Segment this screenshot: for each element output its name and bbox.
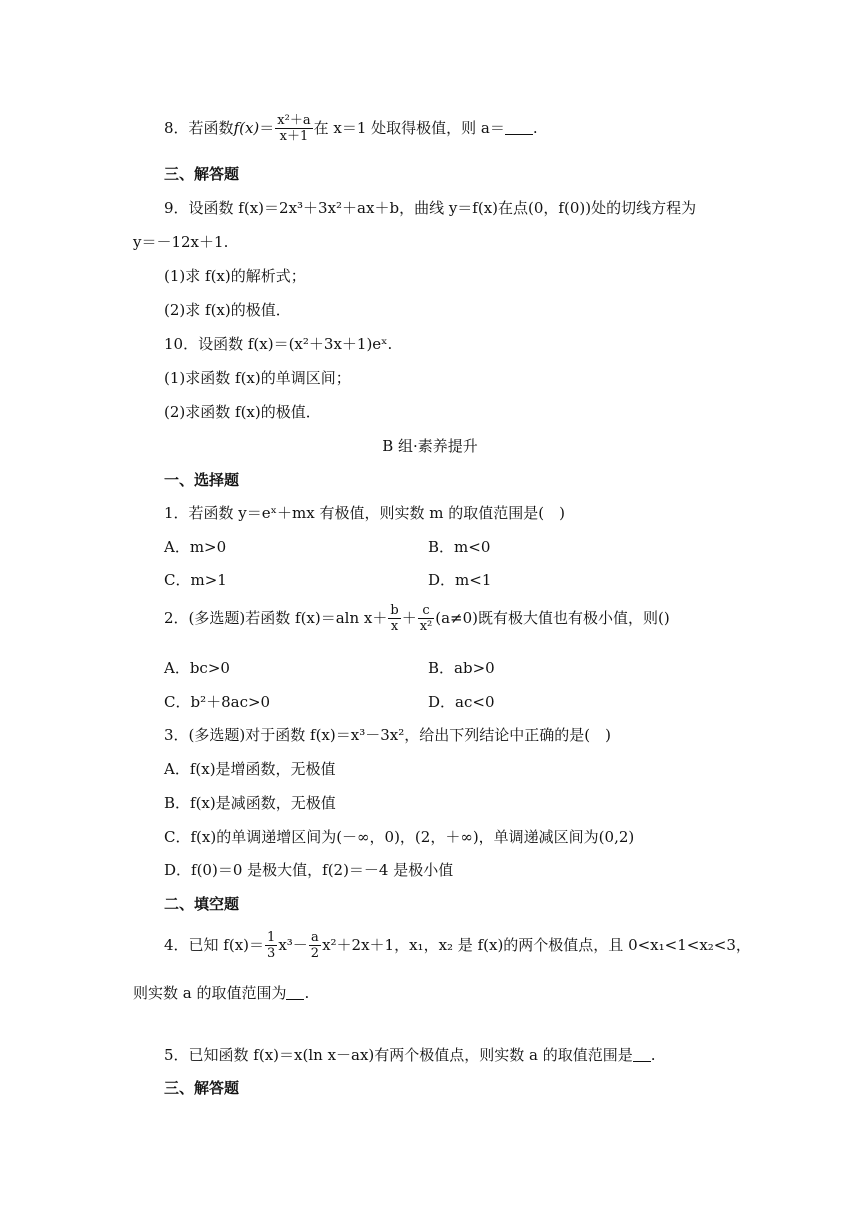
b4-f2-den: 2	[310, 946, 320, 961]
b3-stem: 3．(多选题)对于函数 f(x)＝x³－3x²，给出下列结论中正确的是( )	[164, 726, 611, 744]
b4-end: .	[304, 984, 310, 1002]
b4-line1	[164, 930, 751, 962]
q10-line1: 10．设函数 f(x)＝(x²＋3x＋1)eˣ.	[164, 335, 393, 353]
b1-option-c: C．m>1	[164, 571, 227, 589]
q8-end: .	[532, 119, 538, 137]
q10-part1: (1)求函数 f(x)的单调区间；	[164, 369, 351, 387]
group-b-title: B 组·素养提升	[382, 437, 478, 455]
b2-option-a: A．bc>0	[164, 659, 230, 677]
b3-option-c: C．f(x)的单调递增区间为(－∞，0)，(2，＋∞)，单调递减区间为(0,2)	[164, 828, 635, 846]
b4-pre: 4．已知 f(x)＝	[164, 936, 265, 954]
b2-plus: ＋	[401, 609, 417, 627]
b5-text: 5．已知函数 f(x)＝x(ln x－ax)有两个极值点，则实数 a 的取值范围是	[164, 1046, 633, 1064]
b4-line2-text: 则实数 a 的取值范围为	[133, 984, 287, 1002]
section-heading-answers-b: 三、解答题	[164, 1079, 240, 1097]
q8-post: 在 x＝1 处取得极值，则 a＝	[313, 119, 505, 137]
b4-f1-den: 3	[267, 946, 276, 961]
q10-part2: (2)求函数 f(x)的极值．	[164, 403, 321, 421]
q8-line	[164, 113, 538, 145]
section-heading-fill: 二、填空题	[164, 895, 240, 913]
q9-part2: (2)求 f(x)的极值．	[164, 301, 291, 319]
b2-stem	[164, 603, 670, 635]
b5-end: .	[650, 1046, 656, 1064]
b2-post: (a≠0)既有极大值也有极小值，则()	[435, 609, 670, 627]
q9-line2: y＝－12x＋1.	[133, 233, 229, 251]
b2-fraction-1	[388, 603, 400, 635]
section-heading-answers: 三、解答题	[164, 165, 240, 183]
b2-f1-num: b	[390, 603, 399, 618]
b4-fraction-2	[309, 930, 321, 962]
q8-fraction-denominator: x＋1	[279, 129, 309, 144]
b5-answer-blank	[633, 1047, 651, 1062]
b5-line	[164, 1045, 656, 1065]
b3-option-a: A．f(x)是增函数，无极值	[164, 760, 336, 778]
q9-part1: (1)求 f(x)的解析式；	[164, 267, 306, 285]
b2-f1-den: x	[390, 619, 399, 634]
section-heading-choice: 一、选择题	[164, 471, 240, 489]
q8-fx: f(x)	[233, 119, 260, 137]
b1-option-d: D．m<1	[428, 571, 492, 589]
b2-f2-num: c	[418, 603, 435, 619]
b2-fraction-2	[418, 603, 435, 635]
b4-f1-num: 1	[267, 930, 276, 945]
q8-fraction-numerator: x²＋a	[277, 113, 311, 128]
b4-line2	[133, 983, 309, 1003]
b2-option-b: B．ab>0	[428, 659, 495, 677]
q8-fraction	[275, 113, 312, 145]
q8-pre: 若函数	[188, 119, 234, 137]
b4-answer-blank	[286, 985, 304, 1000]
q8-number: 8．	[164, 119, 189, 137]
b1-option-b: B．m<0	[428, 538, 491, 556]
b3-option-d: D．f(0)＝0 是极大值，f(2)＝－4 是极小值	[164, 861, 454, 879]
q9-line1: 9．设函数 f(x)＝2x³＋3x²＋ax＋b，曲线 y＝f(x)在点(0，f(0))处的切线方程为	[164, 199, 697, 217]
b4-post: x²＋2x＋1，x₁，x₂ 是 f(x)的两个极值点，且 0<x₁<1<x₂<3，	[322, 936, 751, 954]
q8-eq: ＝	[259, 119, 275, 137]
b2-pre: 2．(多选题)若函数 f(x)＝aln x＋	[164, 609, 388, 627]
b1-option-a: A．m>0	[164, 538, 227, 556]
q8-answer-blank	[505, 120, 533, 135]
b2-option-d: D．ac<0	[428, 693, 495, 711]
b4-fraction-1	[265, 930, 277, 962]
b4-mid: x³－	[278, 936, 308, 954]
b1-stem: 1．若函数 y＝eˣ＋mx 有极值，则实数 m 的取值范围是( )	[164, 504, 565, 522]
b4-f2-num: a	[309, 930, 321, 946]
b2-option-c: C．b²＋8ac>0	[164, 693, 271, 711]
b3-option-b: B．f(x)是减函数，无极值	[164, 794, 336, 812]
b2-f2-den: x²	[419, 619, 433, 634]
